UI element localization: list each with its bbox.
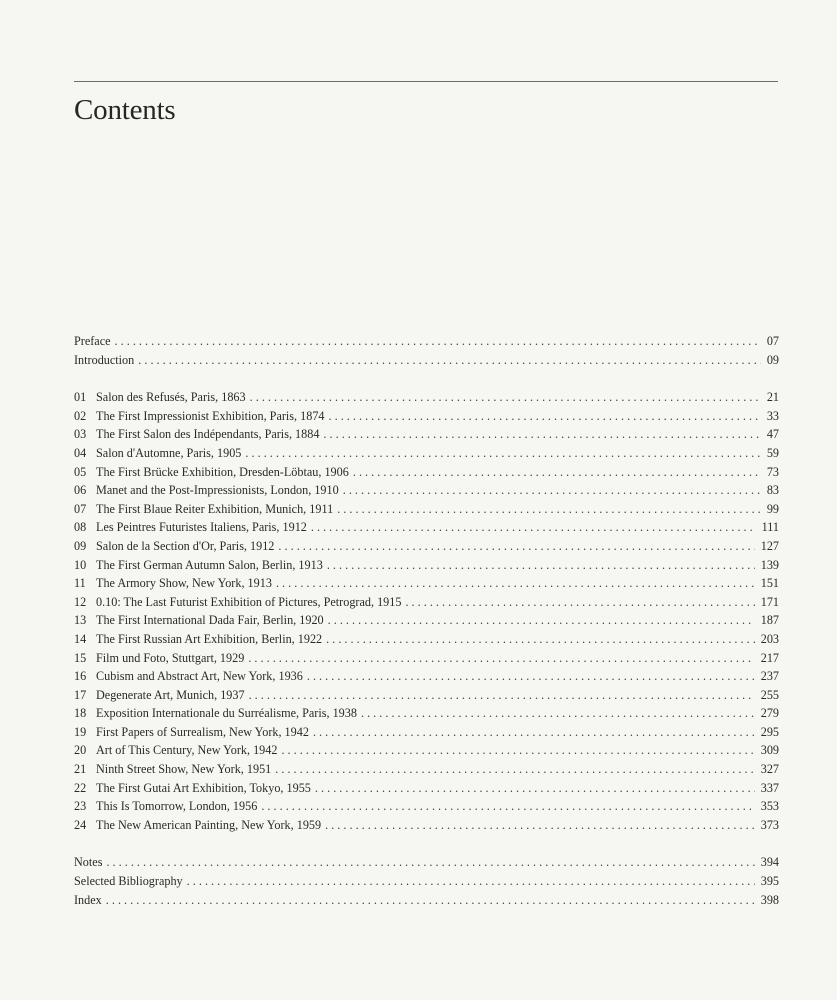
toc-entry xyxy=(74,574,779,593)
entry-title: Preface xyxy=(74,334,111,348)
dot-leader xyxy=(328,611,755,630)
page-number: 171 xyxy=(760,594,779,609)
toc-entry xyxy=(74,741,779,760)
dot-leader xyxy=(325,816,755,835)
entry-title: Salon de la Section d'Or, Paris, 1912 xyxy=(96,538,275,553)
dot-leader xyxy=(326,630,755,649)
chapter-number: 21 xyxy=(74,762,87,777)
toc-entry xyxy=(74,779,779,798)
entry-title: Introduction xyxy=(74,352,135,367)
page-number: 09 xyxy=(766,352,779,367)
toc-entry xyxy=(74,723,779,742)
chapter-number: 05 xyxy=(74,464,87,479)
dot-leader xyxy=(249,686,755,705)
dot-leader xyxy=(106,853,754,872)
page-number: 394 xyxy=(760,855,779,870)
page-number: 47 xyxy=(766,427,779,442)
page-number: 279 xyxy=(760,706,779,721)
entry-title: The New American Painting, New York, 1959 xyxy=(96,817,322,832)
page-number: 83 xyxy=(766,483,779,498)
toc-entry xyxy=(74,686,779,705)
entry-title: The First German Autumn Salon, Berlin, 1913 xyxy=(96,557,323,572)
entry-title: Manet and the Post-Impressionists, London, 1910 xyxy=(96,483,339,498)
toc-entry xyxy=(74,891,779,910)
dot-leader xyxy=(250,388,761,407)
chapter-number: 11 xyxy=(74,576,86,591)
entry-title: Salon d'Automne, Paris, 1905 xyxy=(96,445,242,460)
page-number: 73 xyxy=(766,464,779,479)
entry-title: The First International Dada Fair, Berlin, 1920 xyxy=(96,613,324,628)
chapter-number: 19 xyxy=(74,724,87,739)
page-number: 395 xyxy=(760,874,779,889)
dot-leader xyxy=(337,500,761,519)
page-number: 217 xyxy=(760,650,779,665)
page-number: 127 xyxy=(760,538,779,553)
chapter-number: 17 xyxy=(74,687,87,702)
toc-entry xyxy=(74,537,779,556)
entry-title: The First Brücke Exhibition, Dresden-Löbtau, 1906 xyxy=(96,464,349,479)
chapter-number: 06 xyxy=(74,483,87,498)
dot-leader xyxy=(329,407,761,426)
chapter-number: 22 xyxy=(74,780,87,795)
table-of-contents xyxy=(74,332,779,909)
entry-title: Selected Bibliography xyxy=(74,874,183,889)
page-number: 07 xyxy=(766,334,779,348)
toc-entry xyxy=(74,649,779,668)
chapter-number: 12 xyxy=(74,594,87,609)
toc-entry xyxy=(74,556,779,575)
page-number: 111 xyxy=(761,520,779,535)
chapter-number: 01 xyxy=(74,390,87,405)
entry-title: This Is Tomorrow, London, 1956 xyxy=(96,799,258,814)
entry-title: Art of This Century, New York, 1942 xyxy=(96,743,278,758)
chapter-number: 02 xyxy=(74,408,87,423)
page-number: 33 xyxy=(766,408,779,423)
dot-leader xyxy=(187,872,755,891)
dot-leader xyxy=(353,463,761,482)
dot-leader xyxy=(245,444,760,463)
entry-title: Cubism and Abstract Art, New York, 1936 xyxy=(96,669,303,684)
entry-title: Notes xyxy=(74,855,103,870)
page-number: 327 xyxy=(760,762,779,777)
chapter-number: 07 xyxy=(74,501,87,516)
entry-title: 0.10: The Last Futurist Exhibition of Pictures, Petrograd, 1915 xyxy=(96,594,402,609)
dot-leader xyxy=(343,481,761,500)
page-number: 187 xyxy=(760,613,779,628)
dot-leader xyxy=(361,704,755,723)
toc-entry xyxy=(74,332,779,351)
page-number: 295 xyxy=(760,724,779,739)
toc-entry xyxy=(74,611,779,630)
entry-title: The First Salon des Indépendants, Paris, 1884 xyxy=(96,427,320,442)
dot-leader xyxy=(275,760,754,779)
entry-title: The Armory Show, New York, 1913 xyxy=(96,576,272,591)
entry-title: Index xyxy=(74,892,102,907)
dot-leader xyxy=(278,537,754,556)
page-number: 353 xyxy=(760,799,779,814)
chapter-number: 23 xyxy=(74,799,87,814)
toc-entry xyxy=(74,388,779,407)
dot-leader xyxy=(106,891,755,910)
page-number: 237 xyxy=(760,669,779,684)
entry-title: The First Blaue Reiter Exhibition, Munich, 1911 xyxy=(96,501,334,516)
entry-title: Degenerate Art, Munich, 1937 xyxy=(96,687,245,702)
toc-entry xyxy=(74,872,779,891)
entry-title: The First Impressionist Exhibition, Paris, 1874 xyxy=(96,408,325,423)
page-number: 255 xyxy=(760,687,779,702)
toc-entry xyxy=(74,463,779,482)
dot-leader xyxy=(405,593,754,612)
chapter-number: 10 xyxy=(74,557,87,572)
dot-leader xyxy=(307,667,755,686)
dot-leader xyxy=(261,797,754,816)
dot-leader xyxy=(281,741,754,760)
entry-title: The First Gutai Art Exhibition, Tokyo, 1955 xyxy=(96,780,311,795)
chapter-number: 03 xyxy=(74,427,87,442)
chapter-number: 08 xyxy=(74,520,87,535)
chapter-number: 09 xyxy=(74,538,87,553)
entry-title: First Papers of Surrealism, New York, 1942 xyxy=(96,724,309,739)
page-number: 337 xyxy=(760,780,779,795)
toc-entry xyxy=(74,667,779,686)
entry-title: Les Peintres Futuristes Italiens, Paris, 1912 xyxy=(96,520,307,535)
toc-entry xyxy=(74,481,779,500)
top-rule xyxy=(74,81,778,82)
entry-title: Salon des Refusés, Paris, 1863 xyxy=(96,390,246,405)
toc-entry xyxy=(74,593,779,612)
toc-entry xyxy=(74,853,779,872)
dot-leader xyxy=(115,332,761,351)
chapter-number: 16 xyxy=(74,669,87,684)
page-number: 398 xyxy=(760,892,779,907)
toc-entry xyxy=(74,704,779,723)
entry-title: Exposition Internationale du Surréalisme, Paris, 1938 xyxy=(96,706,357,721)
toc-entry xyxy=(74,425,779,444)
chapter-list xyxy=(74,388,779,834)
page-number: 151 xyxy=(760,576,779,591)
toc-entry xyxy=(74,500,779,519)
toc-entry xyxy=(74,797,779,816)
page-number: 139 xyxy=(760,557,779,572)
page-number: 59 xyxy=(766,445,779,460)
entry-title: Film und Foto, Stuttgart, 1929 xyxy=(96,650,245,665)
page-number: 373 xyxy=(760,817,779,832)
dot-leader xyxy=(313,723,755,742)
chapter-number: 20 xyxy=(74,743,87,758)
entry-title: The First Russian Art Exhibition, Berlin, 1922 xyxy=(96,631,323,646)
dot-leader xyxy=(315,779,755,798)
toc-entry xyxy=(74,518,779,537)
back-matter-list xyxy=(74,853,779,909)
dot-leader xyxy=(276,574,755,593)
dot-leader xyxy=(248,649,754,668)
chapter-number: 15 xyxy=(74,650,87,665)
page-number: 309 xyxy=(760,743,779,758)
front-matter-list xyxy=(74,332,779,369)
page-number: 99 xyxy=(766,501,779,516)
toc-entry xyxy=(74,351,779,370)
dot-leader xyxy=(311,518,756,537)
toc-entry xyxy=(74,444,779,463)
toc-entry xyxy=(74,630,779,649)
page-number: 203 xyxy=(760,631,779,646)
dot-leader xyxy=(138,351,761,370)
toc-entry xyxy=(74,407,779,426)
dot-leader xyxy=(323,425,760,444)
chapter-number: 24 xyxy=(74,817,87,832)
page-number: 21 xyxy=(766,390,779,405)
page-title: Contents xyxy=(74,94,176,126)
chapter-number: 13 xyxy=(74,613,87,628)
chapter-number: 04 xyxy=(74,445,87,460)
chapter-number: 14 xyxy=(74,631,87,646)
dot-leader xyxy=(327,556,755,575)
toc-entry xyxy=(74,760,779,779)
toc-entry xyxy=(74,816,779,835)
entry-title: Ninth Street Show, New York, 1951 xyxy=(96,762,272,777)
chapter-number: 18 xyxy=(74,706,87,721)
